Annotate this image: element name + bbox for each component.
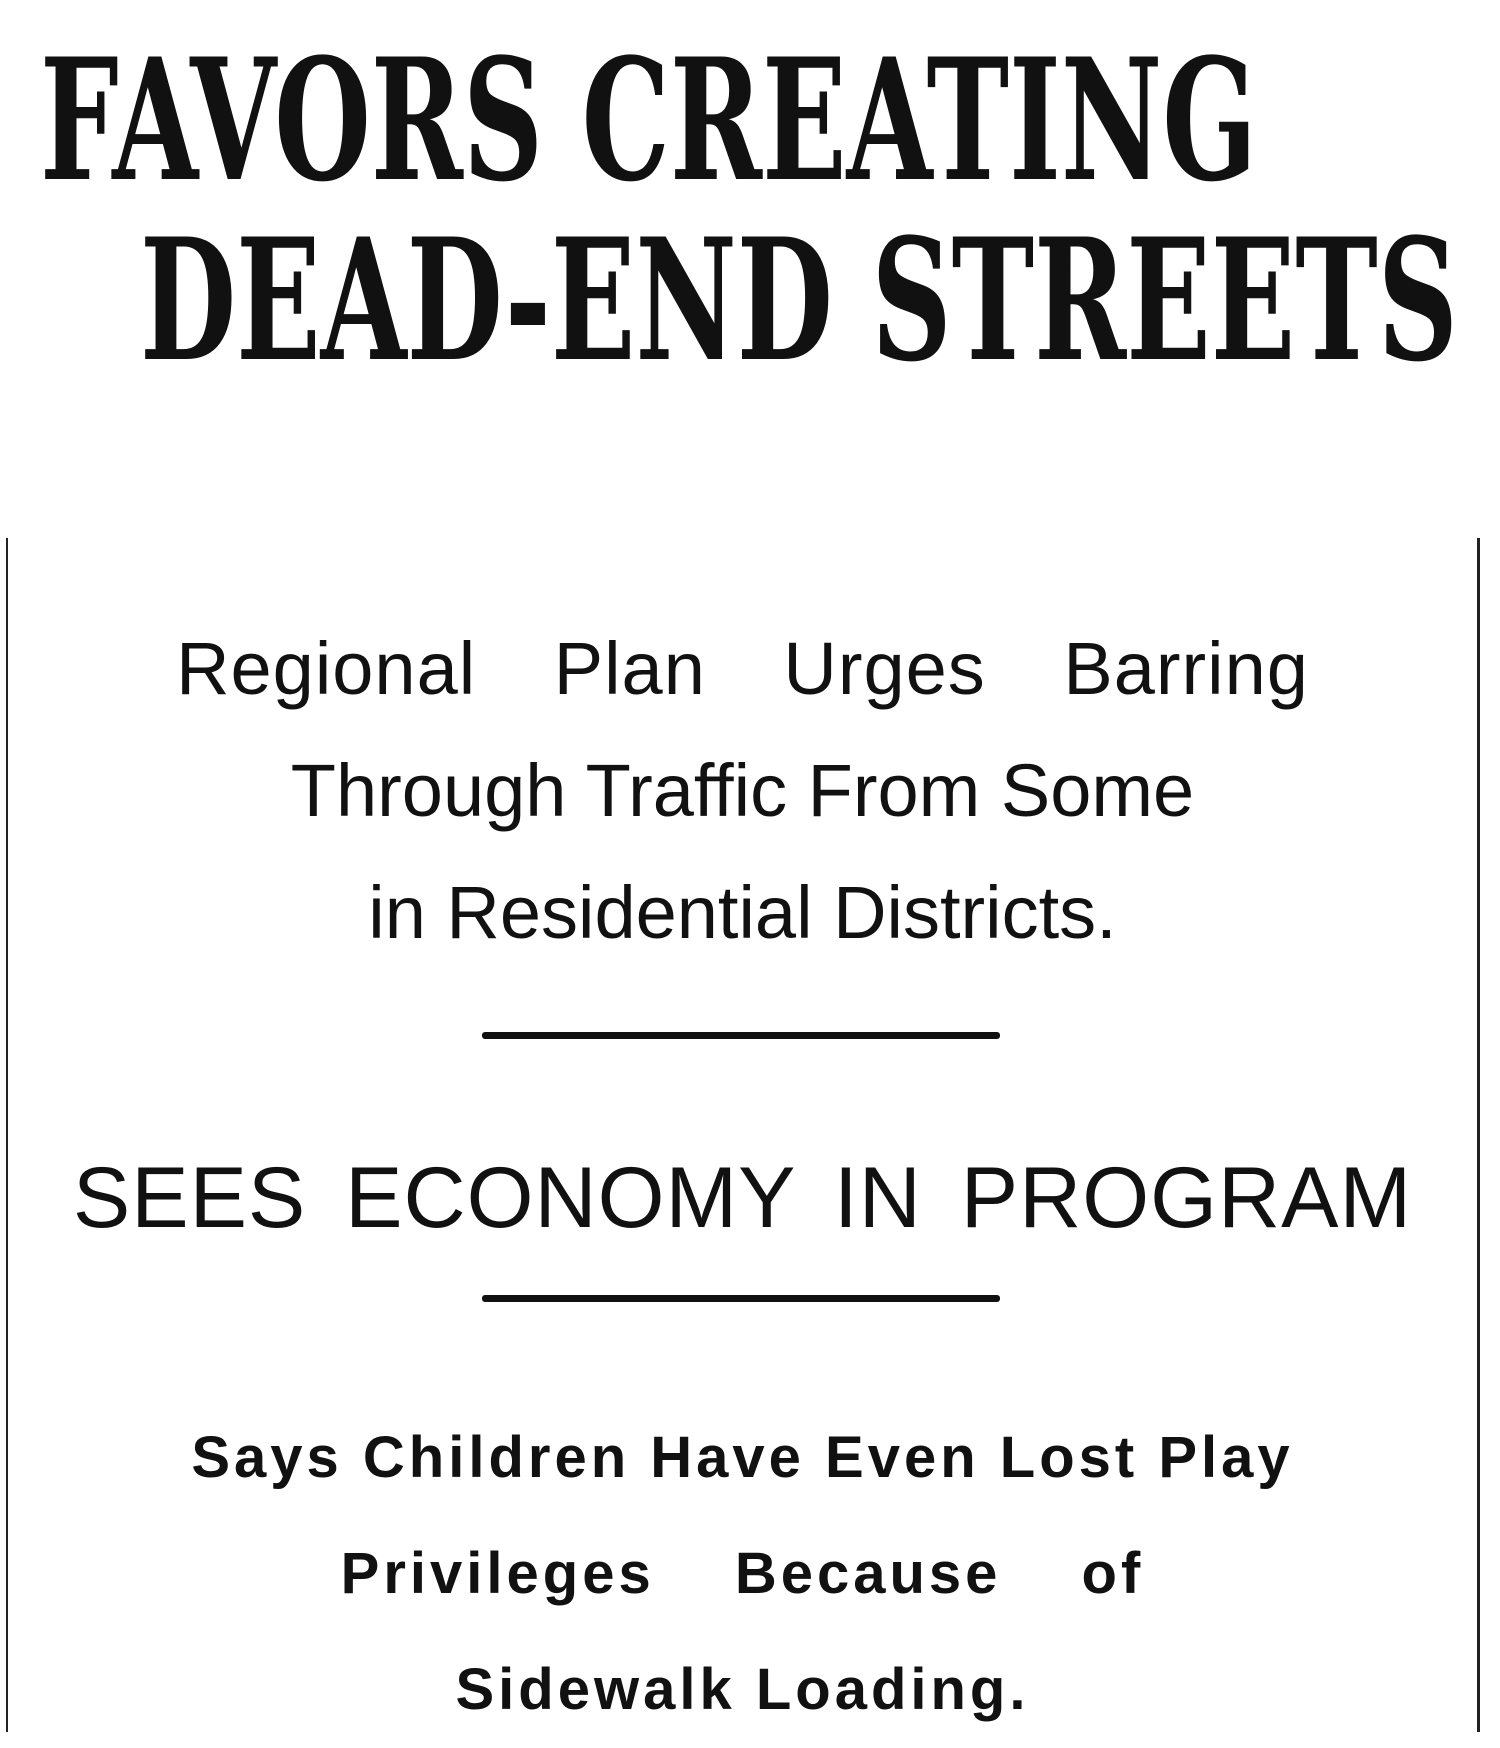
deck-line-3: Sidewalk Loading.: [455, 1657, 1030, 1722]
headline-line-1: FAVORS CREATING: [40, 21, 1257, 219]
divider-rule-bottom: [482, 1295, 1000, 1302]
headline-line-2: DEAD-END STREETS: [140, 201, 1458, 399]
deck-line-2: Privileges Because of: [340, 1541, 1145, 1606]
divider-rule-top: [482, 1032, 1000, 1039]
deck-summary: [8, 1400, 1477, 1748]
subhead-line-2: Through Traffic From Some: [290, 749, 1195, 832]
crosshead: SEES ECONOMY IN PROGRAM: [72, 1150, 1413, 1246]
main-headline: [0, 21, 1500, 399]
deck-box: [6, 538, 1480, 1732]
subhead: [8, 608, 1477, 974]
subhead-line-3: in Residential Districts.: [368, 871, 1117, 954]
subhead-line-1: Regional Plan Urges Barring: [176, 627, 1309, 710]
deck-line-1: Says Children Have Even Lost Play: [191, 1425, 1294, 1490]
